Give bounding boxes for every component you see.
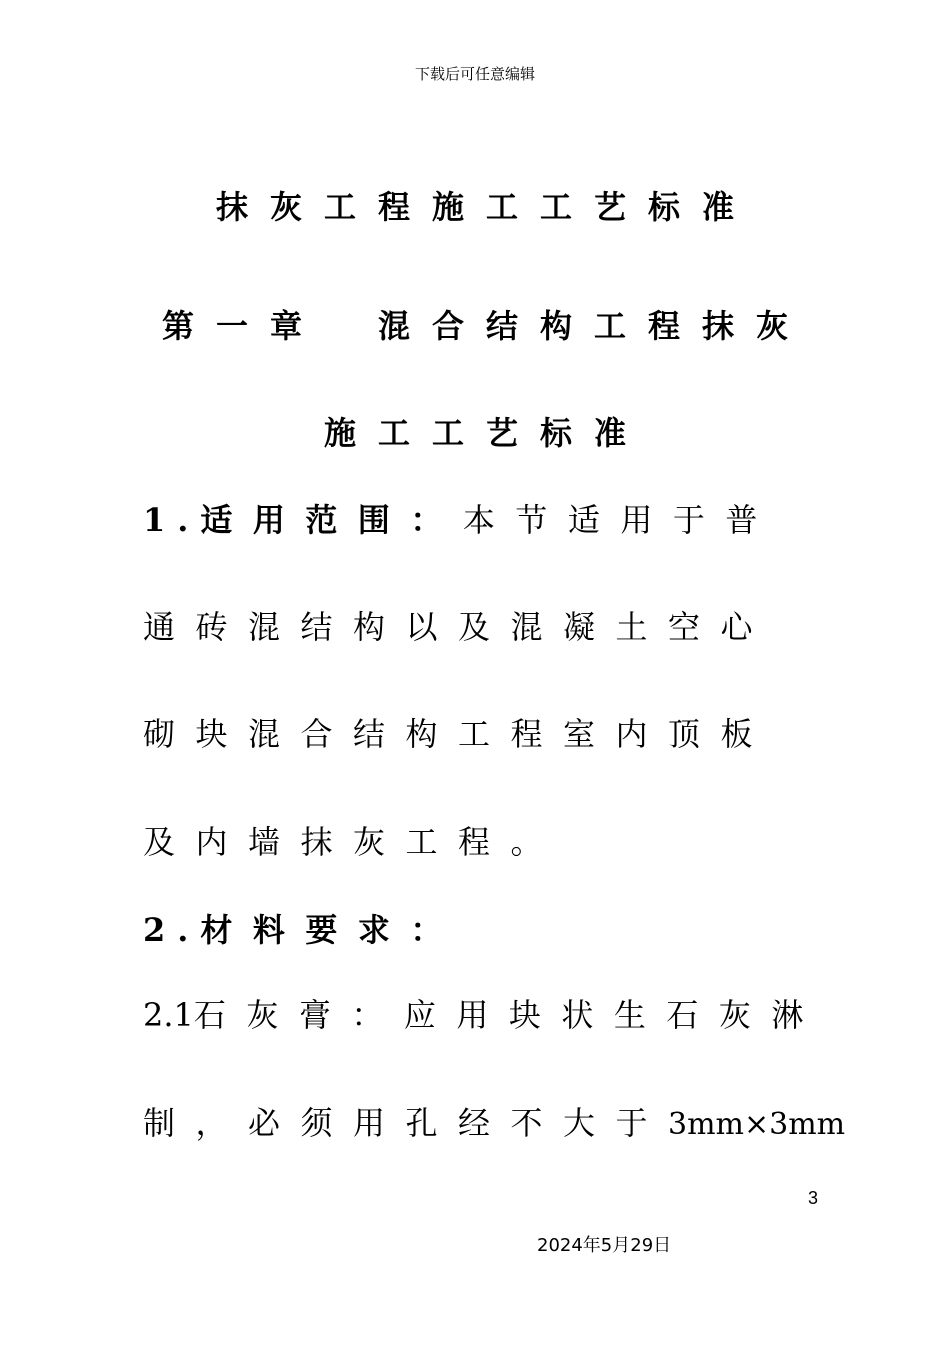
page-number: 3 — [808, 1188, 819, 1208]
chapter-heading-line1: 第一章 混合结构工程抹灰 — [161, 307, 810, 345]
section-1-line-1 — [143, 498, 778, 542]
chapter-heading-line2: 施工工艺标准 — [323, 414, 648, 452]
subsection-2-1-text: 石灰膏：应用块状生石灰淋 — [193, 996, 824, 1034]
subsection-2-1-number: 2.1 — [143, 996, 194, 1034]
section-1-line-3: 砌块混合结构工程室内顶板 — [143, 715, 774, 753]
subsection-2-1-size: 3mm×3mm — [668, 1107, 846, 1142]
subsection-2-1-line-2 — [143, 1101, 845, 1147]
section-1-text: 本节适用于普 — [462, 501, 778, 539]
section-2-line — [143, 908, 463, 952]
section-2-heading: 材料要求： — [200, 911, 463, 949]
section-1-line-4: 及内墙抹灰工程。 — [143, 823, 564, 861]
section-1-number: 1. — [143, 501, 201, 539]
footer-date: 2024年5月29日 — [537, 1235, 672, 1256]
section-2-number: 2. — [143, 911, 201, 949]
header-note: 下载后可任意编辑 — [414, 65, 535, 83]
subsection-2-1-text-2: 制，必须用孔经不大于 — [143, 1104, 669, 1142]
section-1-heading: 适用范围： — [200, 501, 463, 539]
document-title: 抹灰工程施工工艺标准 — [215, 188, 756, 226]
subsection-2-1-line-1 — [143, 993, 824, 1037]
section-1-line-2: 通砖混结构以及混凝土空心 — [143, 608, 774, 646]
